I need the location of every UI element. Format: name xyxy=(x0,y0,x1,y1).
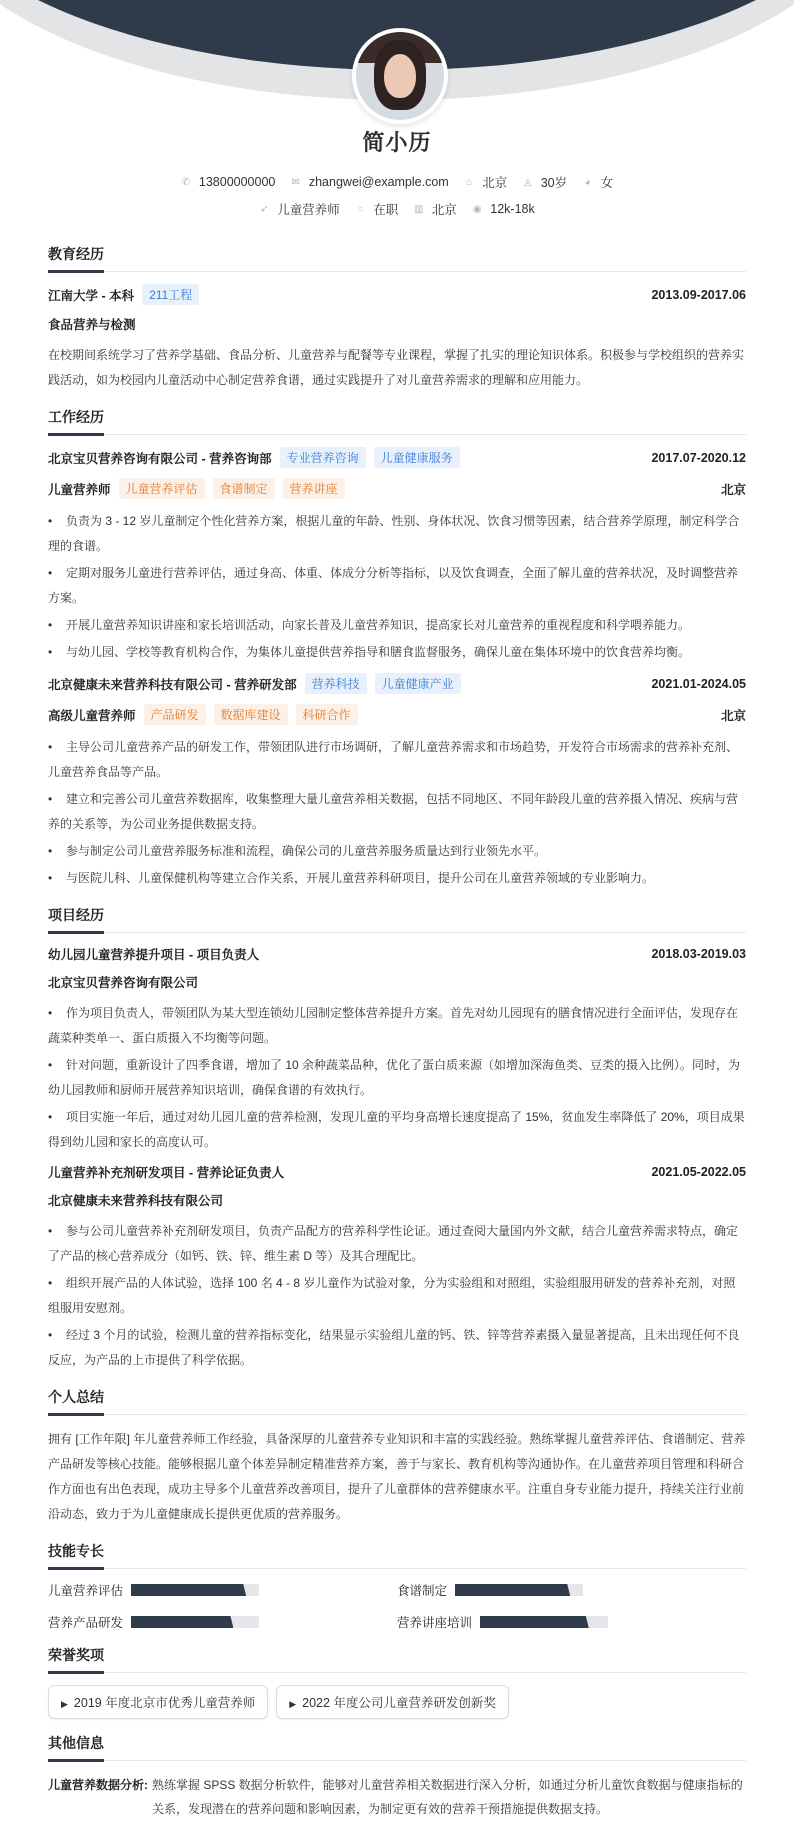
work-bullets xyxy=(48,735,746,891)
section-title: 个人总结 xyxy=(48,1387,746,1415)
summary-text: 拥有 [工作年限] 年儿童营养师工作经验，具备深厚的儿童营养专业知识和丰富的实践经验。熟练掌握儿童营养评估、食谱制定、营养产品研发等核心技能。能够根据儿童个体差异制定精准营养方案，善于与家长、教育机构等沟通协作。在儿童营养项目管理和科研合作方面也有出色表现，成功主导多个儿童营养改善项目，提升了儿童群体的营养健康水平。注重自身专业能力提升，持续关注行业前沿动态，致力于为儿童健康成长提供更优质的营养服务。 xyxy=(48,1432,746,1521)
resume-header xyxy=(0,0,794,230)
role-name: 高级儿童营养师 xyxy=(48,708,136,723)
section-title: 技能专长 xyxy=(48,1541,746,1569)
company-name: 北京健康未来营养科技有限公司 - 营养研发部 xyxy=(48,677,297,692)
bullet-item: • 经过 3 个月的试验，检测儿童的营养指标变化，结果显示实验组儿童的钙、铁、锌等营养素摄入量显著提高，且未出现任何不良反应，为产品的上市提供了科学依据。 xyxy=(48,1323,746,1373)
role-tag: 数据库建设 xyxy=(214,704,288,725)
school-name: 江南大学 - 本科 xyxy=(48,288,135,303)
work-location: 北京 xyxy=(720,708,746,723)
contact-target-city: ▥ 北京 xyxy=(414,203,457,217)
section-projects xyxy=(48,905,746,1373)
bullet-item: • 针对问题，重新设计了四季食谱，增加了 10 余种蔬菜品种，优化了蛋白质来源（如增加深海鱼类、豆类的摄入比例）。同时，为幼儿园教师和厨师开展营养知识培训，确保食谱的有效执行。 xyxy=(48,1053,746,1103)
skill-label: 营养产品研发 xyxy=(48,1616,124,1630)
skill-label: 营养讲座培训 xyxy=(397,1616,473,1630)
section-education xyxy=(48,244,746,393)
company-tag: 专业营养咨询 xyxy=(280,447,366,468)
skill-item xyxy=(397,1613,746,1631)
work-entry xyxy=(48,447,746,665)
project-name: 儿童营养补充剂研发项目 - 营养论证负责人 xyxy=(48,1166,285,1180)
project-company: 北京宝贝营养咨询有限公司 xyxy=(48,976,199,990)
skill-bar-fill xyxy=(480,1616,589,1628)
skill-bar-fill xyxy=(131,1584,246,1596)
project-date: 2018.03-2019.03 xyxy=(651,947,746,961)
bullet-item: • 作为项目负责人，带领团队为某大型连锁幼儿园制定整体营养提升方案。首先对幼儿园现有的膳食情况进行全面评估，发现存在蔬菜种类单一、蛋白质摄入不均衡等问题。 xyxy=(48,1001,746,1051)
contact-salary: ◉ 12k-18k xyxy=(472,202,535,216)
school-tag: 211工程 xyxy=(142,284,199,305)
skill-bar-fill xyxy=(131,1616,233,1628)
bullet-item: • 主导公司儿童营养产品的研发工作，带领团队进行市场调研，了解儿童营养需求和市场趋势，开发符合市场需求的营养补充剂、儿童营养食品等产品。 xyxy=(48,735,746,785)
status-icon: ○ xyxy=(357,203,364,215)
work-company-row xyxy=(48,673,746,694)
project-company: 北京健康未来营养科技有限公司 xyxy=(48,1194,224,1208)
project-header-row xyxy=(48,945,746,963)
skill-bar-fill xyxy=(455,1584,570,1596)
skill-bar xyxy=(131,1584,259,1596)
award-label: 2019 年度北京市优秀儿童营养师 xyxy=(73,1696,256,1710)
work-role-row xyxy=(48,478,746,499)
other-info-text: 熟练掌握 SPSS 数据分析软件，能够对儿童营养相关数据进行深入分析，如通过分析儿童饮食数据与健康指标的关系，发现潜在的营养问题和影响因素，为制定更有效的营养干预措施提供数据支持。 xyxy=(152,1778,743,1816)
other-info-label: 儿童营养数据分析: xyxy=(48,1778,148,1792)
contact-age: ◬ 30岁 xyxy=(523,176,568,190)
send-icon: ➶ xyxy=(260,203,269,215)
company-info xyxy=(48,673,461,694)
triangle-right-icon: ▶ xyxy=(61,1699,68,1709)
section-title: 荣誉奖项 xyxy=(48,1645,746,1673)
role-tag: 科研合作 xyxy=(296,704,358,725)
section-summary xyxy=(48,1387,746,1527)
company-name: 北京宝贝营养咨询有限公司 - 营养咨询部 xyxy=(48,451,272,466)
major: 食品营养与检测 xyxy=(48,318,136,332)
contact-email[interactable]: ✉ zhangwei@example.com xyxy=(291,175,449,189)
education-header-row xyxy=(48,284,746,305)
project-date: 2021.05-2022.05 xyxy=(651,1165,746,1179)
bullet-item: • 开展儿童营养知识讲座和家长培训活动，向家长普及儿童营养知识，提高家长对儿童营养的重视程度和科学喂养能力。 xyxy=(48,613,746,638)
awards-list xyxy=(48,1685,746,1719)
education-date: 2013.09-2017.06 xyxy=(651,287,746,302)
project-entry xyxy=(48,1163,746,1373)
bullet-item: • 组织开展产品的人体试验，选择 100 名 4 - 8 岁儿童作为试验对象，分为实验组和对照组，实验组服用研发的营养补充剂，对照组服用安慰剂。 xyxy=(48,1271,746,1321)
work-location: 北京 xyxy=(720,482,746,497)
phone-icon: ✆ xyxy=(181,176,191,188)
work-date: 2021.01-2024.05 xyxy=(651,676,746,691)
company-info xyxy=(48,447,460,468)
skill-item xyxy=(48,1613,397,1631)
role-tag: 食谱制定 xyxy=(213,478,275,499)
contact-phone: ✆ 13800000000 xyxy=(181,175,276,189)
school-info xyxy=(48,284,199,305)
contact-row-1 xyxy=(0,173,794,191)
bullet-item: • 与医院儿科、儿童保健机构等建立合作关系，开展儿童营养科研项目，提升公司在儿童营养领域的专业影响力。 xyxy=(48,866,746,891)
company-tag: 儿童健康产业 xyxy=(375,673,461,694)
role-info xyxy=(48,478,345,499)
role-tag: 营养讲座 xyxy=(283,478,345,499)
role-tag: 儿童营养评估 xyxy=(119,478,205,499)
company-tag: 营养科技 xyxy=(305,673,367,694)
skill-item xyxy=(397,1581,746,1599)
project-entry xyxy=(48,945,746,1155)
work-entry xyxy=(48,673,746,891)
contact-row-2 xyxy=(0,200,794,218)
award-item[interactable] xyxy=(276,1685,509,1719)
other-info-item xyxy=(48,1773,746,1833)
section-skills xyxy=(48,1541,746,1631)
bullet-item: • 与幼儿园、学校等教育机构合作，为集体儿童提供营养指导和膳食监督服务，确保儿童在集体环境中的饮食营养均衡。 xyxy=(48,640,746,665)
skill-bar xyxy=(455,1584,583,1596)
skill-bar xyxy=(480,1616,608,1628)
section-other xyxy=(48,1733,746,1833)
section-work xyxy=(48,407,746,891)
bullet-item: • 参与公司儿童营养补充剂研发项目，负责产品配方的营养科学性论证。通过查阅大量国内外文献，结合儿童营养需求特点，确定了产品的核心营养成分（如钙、铁、锌、维生素 D 等）及其合理配比。 xyxy=(48,1219,746,1269)
section-awards xyxy=(48,1645,746,1719)
work-date: 2017.07-2020.12 xyxy=(651,450,746,465)
contact-job-target: ➶ 儿童营养师 xyxy=(260,203,340,217)
role-tag: 产品研发 xyxy=(144,704,206,725)
section-title: 工作经历 xyxy=(48,407,746,435)
company-tag: 儿童健康服务 xyxy=(374,447,460,468)
resume-body xyxy=(0,244,794,1833)
triangle-right-icon: ▶ xyxy=(289,1699,297,1709)
skills-grid xyxy=(48,1581,746,1631)
contact-gender: ◕ 女 xyxy=(584,176,614,190)
gender-icon: ◕ xyxy=(584,176,591,188)
skill-label: 食谱制定 xyxy=(397,1584,448,1598)
contact-status: ○ 在职 xyxy=(357,203,399,217)
award-item[interactable] xyxy=(48,1685,268,1719)
education-description: 在校期间系统学习了营养学基础、食品分析、儿童营养与配餐等专业课程，掌握了扎实的理论知识体系。积极参与学校组织的营养实践活动，如为校园内儿童活动中心制定营养食谱，通过实践提升了对儿童营养需求的理解和应用能力。 xyxy=(48,348,745,387)
bullet-item: • 建立和完善公司儿童营养数据库，收集整理大量儿童营养相关数据，包括不同地区、不同年龄段儿童的营养摄入情况、疾病与营养的关系等，为公司业务提供数据支持。 xyxy=(48,787,746,837)
age-icon: ◬ xyxy=(523,176,532,188)
mail-icon: ✉ xyxy=(291,176,301,188)
bullet-item: • 负责为 3 - 12 岁儿童制定个性化营养方案，根据儿童的年龄、性别、身体状况、饮食习惯等因素，结合营养学原理，制定科学合理的食谱。 xyxy=(48,509,746,559)
candidate-name: 简小历 xyxy=(362,130,432,155)
contact-location: ⌂ 北京 xyxy=(466,176,508,190)
project-bullets xyxy=(48,1001,746,1155)
project-name: 幼儿园儿童营养提升项目 - 项目负责人 xyxy=(48,948,260,962)
section-title: 教育经历 xyxy=(48,244,746,272)
building-icon: ▥ xyxy=(414,203,424,215)
salary-icon: ◉ xyxy=(472,203,482,215)
project-header-row xyxy=(48,1163,746,1181)
avatar-photo xyxy=(356,32,444,120)
work-company-row xyxy=(48,447,746,468)
award-label: 2022 年度公司儿童营养研发创新奖 xyxy=(302,1696,496,1710)
section-title: 项目经历 xyxy=(48,905,746,933)
skill-label: 儿童营养评估 xyxy=(48,1584,124,1598)
work-bullets xyxy=(48,509,746,665)
bullet-item: • 参与制定公司儿童营养服务标准和流程，确保公司的儿童营养服务质量达到行业领先水平。 xyxy=(48,839,746,864)
role-name: 儿童营养师 xyxy=(48,482,111,497)
bullet-item: • 定期对服务儿童进行营养评估，通过身高、体重、体成分分析等指标，以及饮食调查，全面了解儿童的营养状况，及时调整营养方案。 xyxy=(48,561,746,611)
avatar xyxy=(352,28,448,124)
section-title: 其他信息 xyxy=(48,1733,746,1761)
bullet-item: • 项目实施一年后，通过对幼儿园儿童的营养检测，发现儿童的平均身高增长速度提高了 15%，贫血发生率降低了 20%，项目成果得到幼儿园和家长的高度认可。 xyxy=(48,1105,746,1155)
home-icon: ⌂ xyxy=(466,176,473,188)
role-info xyxy=(48,704,358,725)
work-role-row xyxy=(48,704,746,725)
skill-bar xyxy=(131,1616,259,1628)
skill-item xyxy=(48,1581,397,1599)
project-bullets xyxy=(48,1219,746,1373)
